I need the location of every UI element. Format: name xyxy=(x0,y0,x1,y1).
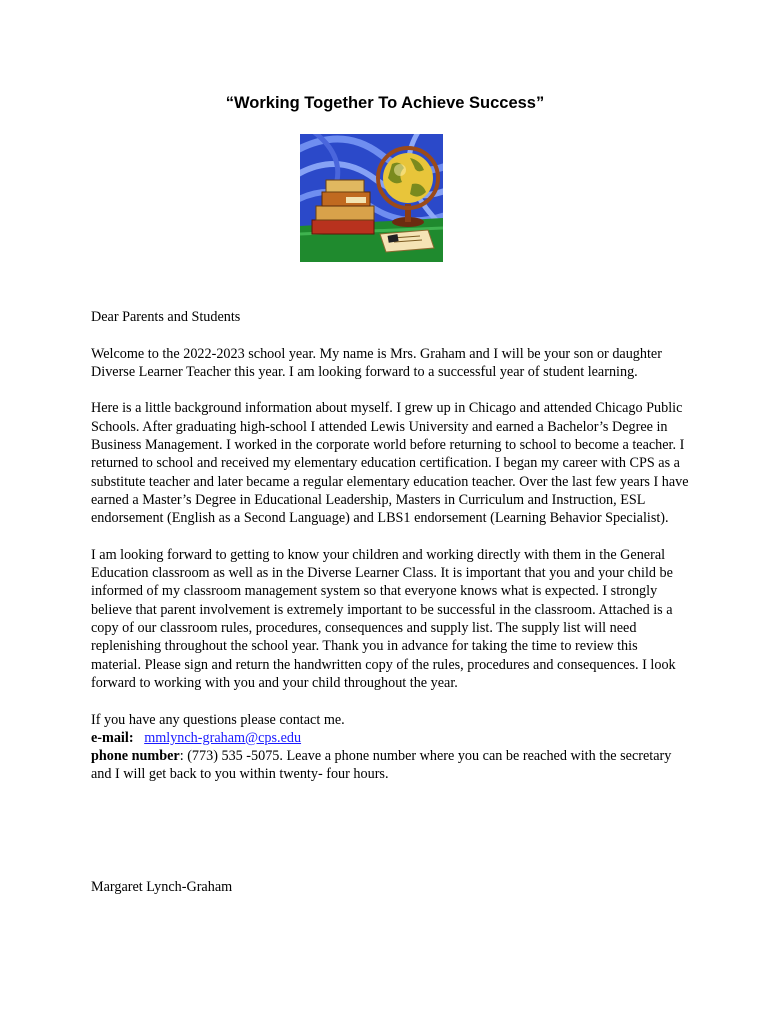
phone-label: phone number xyxy=(91,748,180,765)
contact-block xyxy=(91,711,691,784)
letter-title: “Working Together To Achieve Success” xyxy=(225,94,545,112)
email-link[interactable]: mmlynch-graham@cps.edu xyxy=(144,729,302,746)
background-paragraph: Here is a little background information about myself. I grew up in Chicago and attended Chicago Public Schools. After graduating high-school I attended Lewis University and earned a Bachelor’s Degree in Business Management. I worked in the corporate world before returning to school to become a teacher. I returned to school and received my elementary education certification. I began my career with CPS as a substitute teacher and later became a regular elementary education teacher. Over the last few years I have earned a Master’s Degree in Educational Leadership, Masters in Curriculum and Instruction, ESL endorsement (English as a Second Language) and LBS1 endorsement (Learning Behavior Specialist). xyxy=(91,400,689,527)
phone-line xyxy=(91,747,691,784)
letter-body xyxy=(91,308,691,784)
globe-books-icon xyxy=(300,134,443,262)
email-label: e-mail: xyxy=(91,729,134,746)
email-line xyxy=(91,729,691,747)
greeting-line: Dear Parents and Students xyxy=(91,309,241,325)
phone-text: : (773) 535 -5075. Leave a phone number where you can be reached with the secretary and I will get back to you within twenty- four hours. xyxy=(91,748,672,783)
signature: Margaret Lynch-Graham xyxy=(91,879,233,895)
classroom-paragraph: I am looking forward to getting to know your children and working directly with them in the General Education classroom as well as in the Diverse Learner Class. It is important that you and your child be informed of my classroom management system so that everyone knows what is expected. I strongly believe that parent involvement is extremely important to be successful in the classroom. Attached is a copy of our classroom rules, procedures, consequences and supply list. The supply list will need replenishing throughout the school year. Thank you in advance for taking the time to review this material. Please sign and return the handwritten copy of the rules, procedures and consequences. I look forward to working with you and your child throughout the year. xyxy=(91,546,676,691)
welcome-paragraph: Welcome to the 2022-2023 school year. My name is Mrs. Graham and I will be your son or daughter Diverse Learner Teacher this year. I am looking forward to a successful year of student learning. xyxy=(91,345,662,380)
contact-intro: If you have any questions please contact me. xyxy=(91,711,345,728)
